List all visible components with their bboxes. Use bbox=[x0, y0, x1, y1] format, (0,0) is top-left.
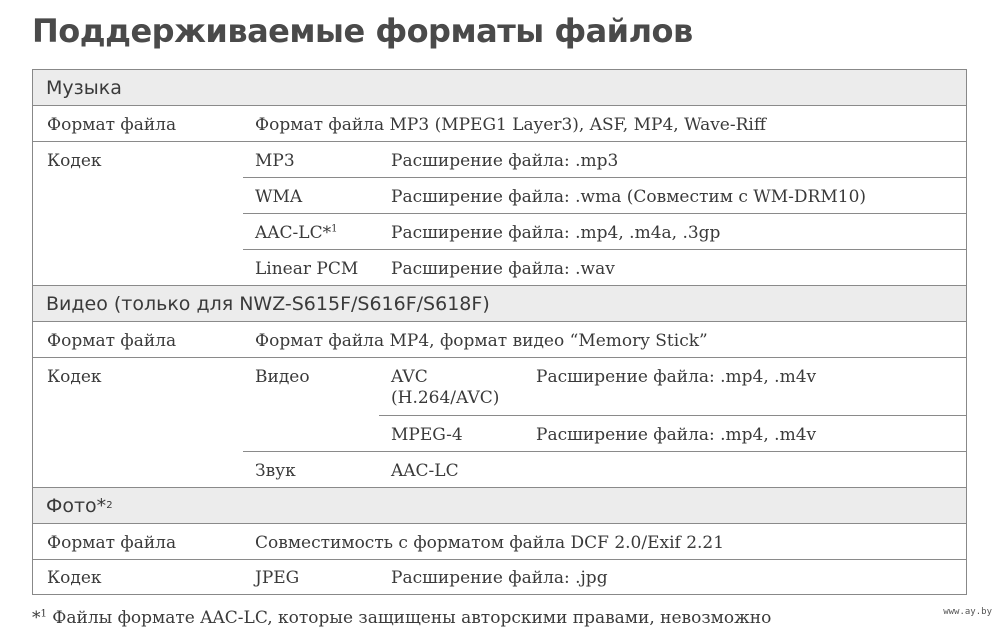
page-title: Поддерживаемые форматы файлов bbox=[32, 12, 693, 50]
divider bbox=[243, 177, 966, 178]
codec-extension: Расширение файла: .wav bbox=[391, 259, 615, 279]
codec-name: AAC-LC*$^1$ bbox=[255, 223, 338, 243]
divider bbox=[379, 415, 966, 416]
divider bbox=[33, 321, 966, 322]
section-header-music: Музыка bbox=[33, 70, 966, 106]
codec-name: WMA bbox=[255, 187, 303, 207]
section-header-video: Видео (только для NWZ-S615F/S616F/S618F) bbox=[33, 286, 966, 322]
codec-extension: Расширение файла: .jpg bbox=[391, 568, 608, 588]
music-codec-label: Кодек bbox=[47, 151, 102, 171]
codec-name: Linear PCM bbox=[255, 259, 359, 279]
codec-name: MP3 bbox=[255, 151, 295, 171]
divider bbox=[33, 559, 966, 560]
codec-extension: Расширение файла: .mp3 bbox=[391, 151, 619, 171]
formats-table bbox=[32, 69, 967, 595]
video-subcodec-label: Видео bbox=[255, 367, 310, 387]
video-format-value: Формат файла MP4, формат видео “Memory Stick” bbox=[255, 331, 708, 351]
codec-name-detail: (H.264/AVC) bbox=[391, 388, 500, 408]
divider bbox=[243, 451, 966, 452]
sound-codec: AAC-LC bbox=[391, 461, 459, 481]
video-format-label: Формат файла bbox=[47, 331, 177, 351]
codec-name: MPEG-4 bbox=[391, 425, 463, 445]
footnote: *$^1$ Файлы формате AAC-LC, которые защищены авторскими правами, невозможно bbox=[32, 608, 772, 628]
divider bbox=[33, 523, 966, 524]
video-codec-label: Кодек bbox=[47, 367, 102, 387]
sound-label: Звук bbox=[255, 461, 296, 481]
codec-extension: Расширение файла: .mp4, .m4a, .3gp bbox=[391, 223, 721, 243]
codec-extension: Расширение файла: .wma (Совместим с WM-DRM10) bbox=[391, 187, 867, 207]
divider bbox=[243, 213, 966, 214]
music-format-label: Формат файла bbox=[47, 115, 177, 135]
watermark: www.ay.by bbox=[943, 607, 992, 617]
divider bbox=[33, 105, 966, 106]
photo-format-label: Формат файла bbox=[47, 533, 177, 553]
divider bbox=[243, 249, 966, 250]
codec-extension: Расширение файла: .mp4, .m4v bbox=[536, 425, 817, 445]
footnote-ref: 1 bbox=[331, 223, 338, 235]
music-format-value: Формат файла MP3 (MPEG1 Layer3), ASF, MP4, Wave-Riff bbox=[255, 115, 766, 135]
codec-name: JPEG bbox=[255, 568, 300, 588]
codec-name: AVC bbox=[391, 367, 428, 387]
codec-extension: Расширение файла: .mp4, .m4v bbox=[536, 367, 817, 387]
divider bbox=[33, 357, 966, 358]
section-header-photo: Фото* 2 bbox=[33, 488, 966, 524]
divider bbox=[33, 141, 966, 142]
photo-format-value: Совместимость с форматом файла DCF 2.0/Exif 2.21 bbox=[255, 533, 725, 553]
photo-codec-label: Кодек bbox=[47, 568, 102, 588]
